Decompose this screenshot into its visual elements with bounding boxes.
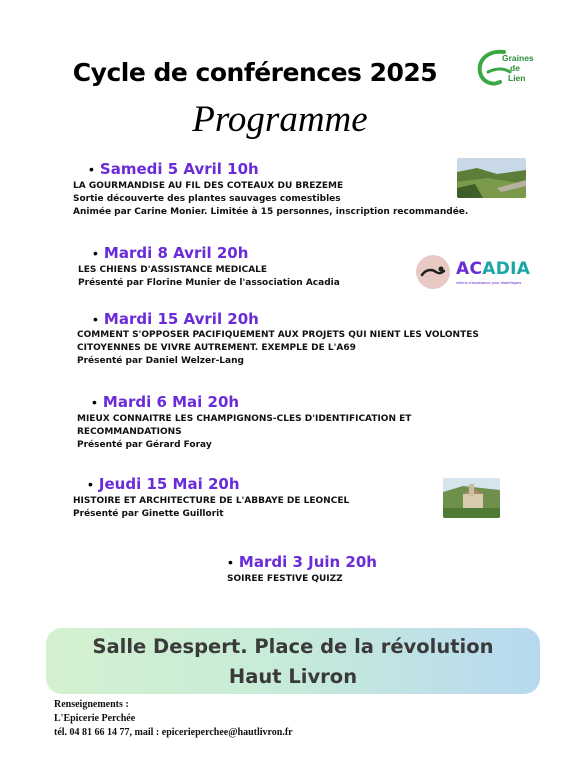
coteaux-photo xyxy=(457,158,526,198)
bullet-icon: • xyxy=(88,476,93,492)
event-title: COMMENT S'OPPOSER PACIFIQUEMENT AUX PROJETS QUI NIENT LES VOLONTES xyxy=(77,330,479,340)
event-date: Samedi 5 Avril 10h xyxy=(99,160,259,178)
bullet-icon: • xyxy=(92,394,97,410)
contact-org: L'Epicerie Perchée xyxy=(54,713,136,724)
event-item xyxy=(93,310,259,328)
bullet-icon: • xyxy=(89,161,94,177)
acadia-tagline: chiens d'assistance pour diabétiques xyxy=(456,280,522,285)
event-description: Sortie découverte des plantes sauvages comestibles xyxy=(73,194,341,204)
abbaye-photo xyxy=(443,478,500,518)
contact-info xyxy=(54,698,293,740)
bullet-icon: • xyxy=(228,554,233,570)
venue-line-2: Haut Livron xyxy=(228,665,358,688)
event-presenter: Présenté par Ginette Guillorit xyxy=(73,509,224,519)
event-date: Mardi 15 Avril 20h xyxy=(103,310,259,328)
acadia-name-rest: ADIA xyxy=(482,259,531,279)
event-details xyxy=(227,573,343,586)
logo-text-2: de xyxy=(510,63,520,73)
event-details xyxy=(73,180,468,219)
event-item xyxy=(228,553,377,571)
event-date: Jeudi 15 Mai 20h xyxy=(98,475,240,493)
logo-text-1: Graines xyxy=(502,53,534,63)
event-presenter: Présenté par Gérard Foray xyxy=(77,440,212,450)
acadia-dog-icon xyxy=(416,255,450,289)
event-item xyxy=(93,244,248,262)
event-title: HISTOIRE ET ARCHITECTURE DE L'ABBAYE DE LEONCEL xyxy=(73,496,350,506)
event-details xyxy=(77,413,411,452)
venue-line-1: Salle Despert. Place de la révolution xyxy=(92,635,494,658)
event-title-cont: RECOMMANDATIONS xyxy=(77,427,182,437)
contact-details: tél. 04 81 66 14 77, mail : epicerieperchee@hautlivron.fr xyxy=(54,727,293,738)
event-presenter: Présenté par Florine Munier de l'association Acadia xyxy=(78,278,340,288)
event-title: MIEUX CONNAITRE LES CHAMPIGNONS-CLES D'IDENTIFICATION ET xyxy=(77,414,412,424)
event-presenter: Animée par Carine Monier. Limitée à 15 personnes, inscription recommandée. xyxy=(73,207,469,217)
event-title: SOIREE FESTIVE QUIZZ xyxy=(227,574,343,584)
event-item xyxy=(89,160,259,178)
event-title: LA GOURMANDISE AU FIL DES COTEAUX DU BREZEME xyxy=(73,181,344,191)
logo-text-3: Lien xyxy=(508,73,526,83)
contact-label: Renseignements : xyxy=(54,699,129,710)
event-item xyxy=(92,393,239,411)
event-title: LES CHIENS D'ASSISTANCE MEDICALE xyxy=(78,265,268,275)
acadia-logo xyxy=(416,255,530,289)
event-title-cont: CITOYENNES DE VIVRE AUTREMENT. EXEMPLE DE L'A69 xyxy=(77,343,356,353)
bullet-icon: • xyxy=(93,311,98,327)
event-details xyxy=(78,264,340,290)
event-details xyxy=(73,495,349,521)
page-title: Cycle de conférences 2025 xyxy=(72,58,438,87)
graines-de-lien-logo xyxy=(474,44,536,102)
bullet-icon: • xyxy=(93,245,98,261)
event-presenter: Présenté par Daniel Welzer-Lang xyxy=(77,356,244,366)
event-details xyxy=(77,329,479,368)
page-subtitle: Programme xyxy=(192,99,368,140)
acadia-name-first: AC xyxy=(456,259,483,279)
event-date: Mardi 3 Juin 20h xyxy=(238,553,377,571)
event-date: Mardi 6 Mai 20h xyxy=(102,393,240,411)
event-item xyxy=(88,475,240,493)
venue-banner xyxy=(46,628,540,694)
acadia-name xyxy=(456,259,530,279)
event-date: Mardi 8 Avril 20h xyxy=(103,244,249,262)
